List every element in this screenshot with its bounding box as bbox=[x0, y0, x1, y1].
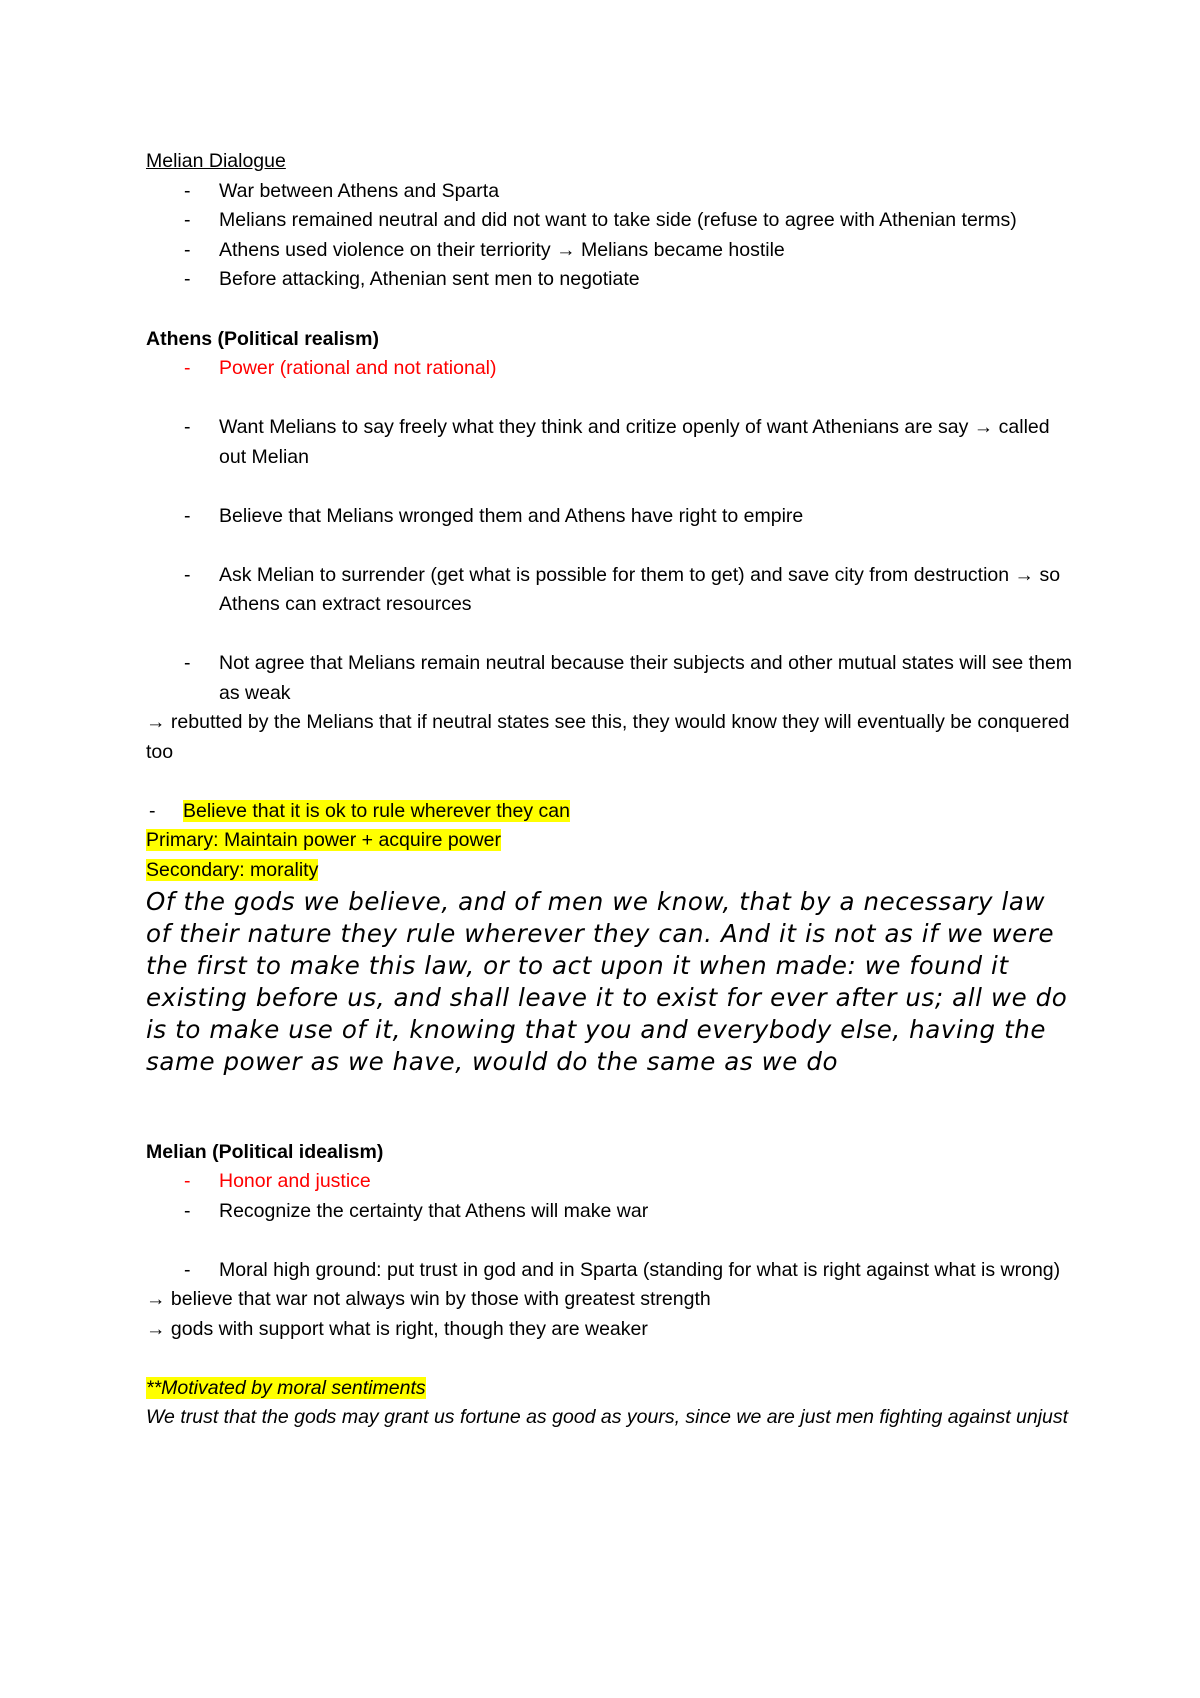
arrow-line: → believe that war not always win by those with greatest strength bbox=[146, 1288, 711, 1310]
list-item: - Power (rational and not rational) bbox=[219, 354, 1076, 384]
document-body bbox=[146, 147, 1076, 1433]
bullet-list bbox=[146, 502, 1076, 532]
section-melian bbox=[146, 1138, 1076, 1433]
list-item: - Honor and justice bbox=[219, 1167, 1076, 1197]
arrow-line: → gods with support what is right, though they are weaker bbox=[146, 1317, 648, 1340]
list-item: - Believe that Melians wronged them and Athens have right to empire bbox=[219, 502, 1076, 532]
bullet-list bbox=[146, 561, 1076, 620]
motivated-line: **Motivated by moral sentiments bbox=[146, 1376, 426, 1399]
secondary-line: Secondary: morality bbox=[146, 858, 319, 881]
list-item: - Ask Melian to surrender (get what is possible for them to get) and save city from destruction → so Athens can extract resources bbox=[219, 561, 1076, 620]
bullet-list bbox=[146, 354, 1076, 384]
bullet-list bbox=[146, 649, 1076, 708]
list-item: - Recognize the certainty that Athens will make war bbox=[219, 1197, 1076, 1227]
list-item: - Want Melians to say freely what they think and critize openly of want Athenians are say → called out Melian bbox=[219, 413, 1076, 472]
list-item: - War between Athens and Sparta bbox=[219, 177, 1076, 207]
melian-quote: We trust that the gods may grant us fortune as good as yours, since we are just men fighting against unjust bbox=[146, 1406, 1069, 1428]
highlighted-text: Believe that it is ok to rule wherever they can bbox=[183, 799, 570, 822]
list-item bbox=[146, 797, 1076, 827]
section-heading: Melian (Political idealism) bbox=[146, 1140, 384, 1163]
section-athens bbox=[146, 325, 1076, 1079]
primary-line: Primary: Maintain power + acquire power bbox=[146, 829, 501, 851]
rebuttal-line: → rebutted by the Melians that if neutral states see this, they would know they will eventually be conquered too bbox=[146, 711, 1070, 763]
list-item: - Moral high ground: put trust in god and in Sparta (standing for what is right against what is wrong) bbox=[219, 1256, 1076, 1286]
list-item: - Before attacking, Athenian sent men to negotiate bbox=[219, 265, 1076, 295]
bullet-list bbox=[146, 177, 1076, 295]
list-item: - Not agree that Melians remain neutral because their subjects and other mutual states will see them as weak bbox=[219, 649, 1076, 708]
bullet-list bbox=[146, 797, 1076, 827]
section-melian-dialogue bbox=[146, 147, 1076, 295]
section-title: Melian Dialogue bbox=[146, 150, 286, 172]
section-heading: Athens (Political realism) bbox=[146, 327, 379, 350]
athens-quote: Of the gods we believe, and of men we know, that by a necessary law of their nature they rule wherever they can. And it is not as if we were the first to make this law, or to act upon it when made: we found it existing before us, and shall leave it to exist for ever after us; all we do is to make use of it, knowing that you and everybody else, having the same power as we have, would do the same as we do bbox=[146, 887, 1068, 1076]
bullet-list bbox=[146, 413, 1076, 472]
list-item: - Athens used violence on their terriority → Melians became hostile bbox=[219, 236, 1076, 266]
list-item: - Melians remained neutral and did not want to take side (refuse to agree with Athenian terms) bbox=[219, 206, 1076, 236]
highlighted-block bbox=[146, 797, 1076, 886]
bullet-list bbox=[146, 1256, 1076, 1286]
bullet-list bbox=[146, 1167, 1076, 1226]
